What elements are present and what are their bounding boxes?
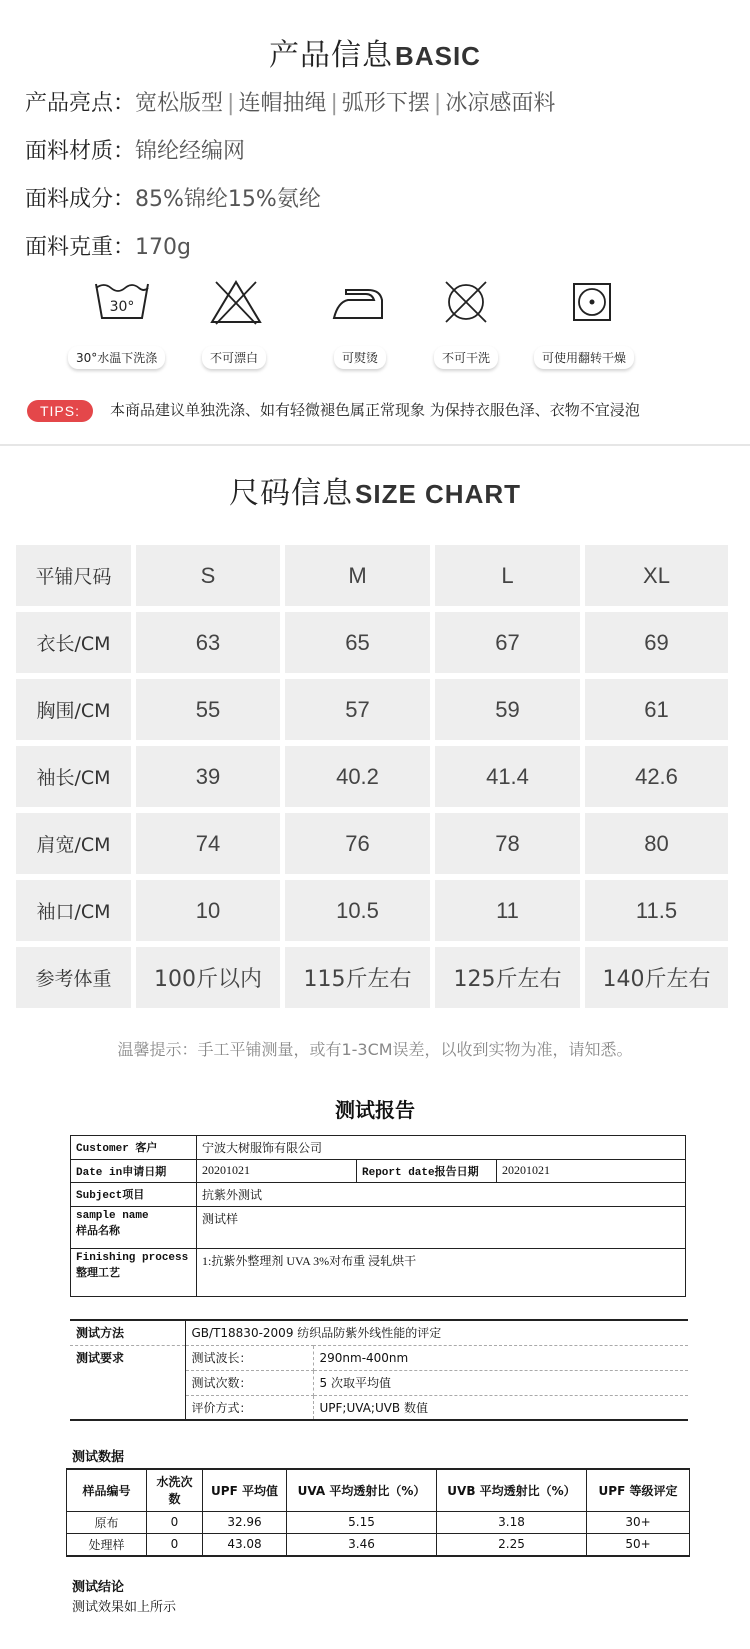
- tips-badge: TIPS:: [27, 400, 93, 422]
- sample-label-en: sample name: [76, 1210, 149, 1222]
- size-cell: 63: [136, 612, 280, 673]
- size-cell: 61: [585, 679, 728, 740]
- data-header-cell: 水洗次数: [147, 1469, 203, 1511]
- care-label-iron: 可熨烫: [334, 346, 386, 369]
- report-date-value: 20201021: [497, 1160, 686, 1183]
- size-cell: 115斤左右: [285, 947, 430, 1008]
- data-cell: 0: [147, 1533, 203, 1556]
- size-cell: 55: [136, 679, 280, 740]
- finishing-label-cn: 整理工艺: [76, 1268, 120, 1280]
- data-row: [67, 1511, 690, 1533]
- data-row: [67, 1533, 690, 1556]
- iron-icon: [328, 278, 388, 326]
- wash-temp-text: 30°: [109, 299, 135, 315]
- size-cell: 100斤以内: [136, 947, 280, 1008]
- size-cell: 39: [136, 746, 280, 807]
- size-row: [16, 612, 732, 673]
- material-value: 锦纶经编网: [135, 139, 246, 164]
- wavelength-key: 测试波长：: [185, 1345, 313, 1370]
- sample-value: 测试样: [197, 1207, 686, 1249]
- data-cell: 3.46: [287, 1533, 437, 1556]
- material-label: 面料材质：: [25, 139, 136, 164]
- size-title-en: SIZE CHART: [355, 479, 521, 509]
- composition-label: 面料成分：: [25, 187, 136, 212]
- size-cell: 42.6: [585, 746, 728, 807]
- separator: |: [330, 91, 338, 116]
- size-row: [16, 947, 732, 1008]
- count-value: 5 次取平均值: [313, 1370, 688, 1395]
- size-header-row: [16, 545, 732, 606]
- size-cell: 78: [435, 813, 580, 874]
- count-key: 测试次数：: [185, 1370, 313, 1395]
- highlight-item: 连帽抽绳: [238, 91, 327, 116]
- size-title-cn: 尺码信息: [229, 476, 353, 511]
- size-row: [16, 813, 732, 874]
- no-bleach-icon: [206, 278, 266, 326]
- weight-label: 面料克重：: [25, 235, 136, 260]
- subject-value: 抗紫外测试: [197, 1183, 686, 1207]
- basic-title-en: BASIC: [395, 41, 481, 71]
- customer-value: 宁波大树服饰有限公司: [197, 1136, 686, 1160]
- composition-value: 85%锦纶15%氨纶: [135, 187, 321, 212]
- size-row-label: 肩宽/CM: [16, 813, 131, 874]
- composition-row: [25, 182, 321, 213]
- finishing-label-en: Finishing process: [76, 1252, 189, 1264]
- data-cell: 50+: [587, 1533, 690, 1556]
- size-cell: 125斤左右: [435, 947, 580, 1008]
- size-cell: 69: [585, 612, 728, 673]
- care-label-tumble-dry: 可使用翻转干燥: [534, 346, 634, 369]
- size-row-label: 袖口/CM: [16, 880, 131, 941]
- data-header-cell: UVB 平均透射比（%）: [437, 1469, 587, 1511]
- size-header-cell: 平铺尺码: [16, 545, 131, 606]
- size-cell: 76: [285, 813, 430, 874]
- data-header-cell: UVA 平均透射比（%）: [287, 1469, 437, 1511]
- size-cell: 40.2: [285, 746, 430, 807]
- report-title: 测试报告: [335, 1098, 415, 1122]
- method-value: GB/T18830-2009 纺织品防紫外线性能的评定: [185, 1320, 688, 1345]
- data-cell: 43.08: [203, 1533, 287, 1556]
- separator: |: [433, 91, 442, 116]
- section-divider: [0, 444, 750, 446]
- separator: |: [227, 91, 235, 116]
- date-in-value: 20201021: [197, 1160, 357, 1183]
- size-cell: 57: [285, 679, 430, 740]
- size-cell: 140斤左右: [585, 947, 728, 1008]
- tips-text: 本商品建议单独洗涤、如有轻微褪色属正常现象 为保持衣服色泽、衣物不宜浸泡: [110, 401, 640, 419]
- conclusion-text: 测试效果如上所示: [72, 1600, 177, 1615]
- weight-row: [25, 230, 191, 261]
- size-cell: 74: [136, 813, 280, 874]
- subject-label: Subject项目: [71, 1183, 197, 1207]
- sample-label-cn: 样品名称: [76, 1226, 120, 1238]
- highlights-row: [25, 86, 555, 117]
- size-cell: 10.5: [285, 880, 430, 941]
- data-cell: 0: [147, 1511, 203, 1533]
- basic-title-cn: 产品信息: [269, 38, 394, 73]
- sample-label: [71, 1207, 197, 1249]
- report-info-table: [70, 1135, 686, 1297]
- data-cell: 处理样: [67, 1533, 147, 1556]
- size-table: [16, 545, 732, 1014]
- size-cell: 10: [136, 880, 280, 941]
- data-cell: 32.96: [203, 1511, 287, 1533]
- size-cell: 67: [435, 612, 580, 673]
- size-cell: 41.4: [435, 746, 580, 807]
- size-row-label: 胸围/CM: [16, 679, 131, 740]
- tumble-dry-icon: [562, 278, 622, 326]
- size-header-cell: M: [285, 545, 430, 606]
- size-row-label: 参考体重: [16, 947, 131, 1008]
- data-header-cell: 样品编号: [67, 1469, 147, 1511]
- data-header-cell: UPF 等级评定: [587, 1469, 690, 1511]
- test-data-table: [66, 1468, 690, 1557]
- test-method-table: [70, 1319, 688, 1421]
- conclusion-label: 测试结论: [72, 1580, 125, 1595]
- finishing-label: [71, 1249, 197, 1297]
- wavelength-value: 290nm-400nm: [313, 1345, 688, 1370]
- highlight-item: 冰凉感面料: [445, 91, 556, 116]
- data-cell: 2.25: [437, 1533, 587, 1556]
- size-cell: 59: [435, 679, 580, 740]
- finishing-value: 1:抗紫外整理剂 UVA 3%对布重 浸轧烘干: [197, 1249, 686, 1297]
- wash-30-icon: [92, 278, 152, 326]
- size-row: [16, 746, 732, 807]
- size-cell: 11.5: [585, 880, 728, 941]
- requirement-label: 测试要求: [70, 1345, 185, 1420]
- method-label: 测试方法: [70, 1320, 185, 1345]
- data-cell: 3.18: [437, 1511, 587, 1533]
- size-row-label: 袖长/CM: [16, 746, 131, 807]
- report-date-label: Report date报告日期: [357, 1160, 497, 1183]
- data-cell: 30+: [587, 1511, 690, 1533]
- customer-label: Customer 客户: [71, 1136, 197, 1160]
- eval-key: 评价方式：: [185, 1395, 313, 1420]
- size-header-cell: XL: [585, 545, 728, 606]
- material-row: [25, 134, 245, 165]
- highlight-item: 弧形下摆: [341, 91, 430, 116]
- size-note: 温馨提示：手工平铺测量，或有1-3CM误差，以收到实物为准，请知悉。: [117, 1040, 633, 1059]
- highlights-label: 产品亮点：: [25, 91, 136, 116]
- basic-section-title: [0, 30, 750, 74]
- care-label-no-bleach: 不可漂白: [202, 346, 266, 369]
- data-cell: 原布: [67, 1511, 147, 1533]
- size-row-label: 衣长/CM: [16, 612, 131, 673]
- data-header-cell: UPF 平均值: [203, 1469, 287, 1511]
- size-header-cell: L: [435, 545, 580, 606]
- care-label-wash: 30°水温下洗涤: [68, 346, 165, 369]
- size-cell: 65: [285, 612, 430, 673]
- size-header-cell: S: [136, 545, 280, 606]
- highlight-item: 宽松版型: [135, 91, 224, 116]
- data-header-row: [67, 1469, 690, 1511]
- test-data-label: 测试数据: [72, 1450, 125, 1465]
- weight-value: 170g: [135, 235, 191, 260]
- size-cell: 11: [435, 880, 580, 941]
- size-row: [16, 679, 732, 740]
- no-dryclean-icon: [436, 278, 496, 326]
- data-cell: 5.15: [287, 1511, 437, 1533]
- date-in-label: Date in申请日期: [71, 1160, 197, 1183]
- size-row: [16, 880, 732, 941]
- care-label-no-dryclean: 不可干洗: [434, 346, 498, 369]
- eval-value: UPF;UVA;UVB 数值: [313, 1395, 688, 1420]
- size-section-title: [0, 468, 750, 512]
- size-cell: 80: [585, 813, 728, 874]
